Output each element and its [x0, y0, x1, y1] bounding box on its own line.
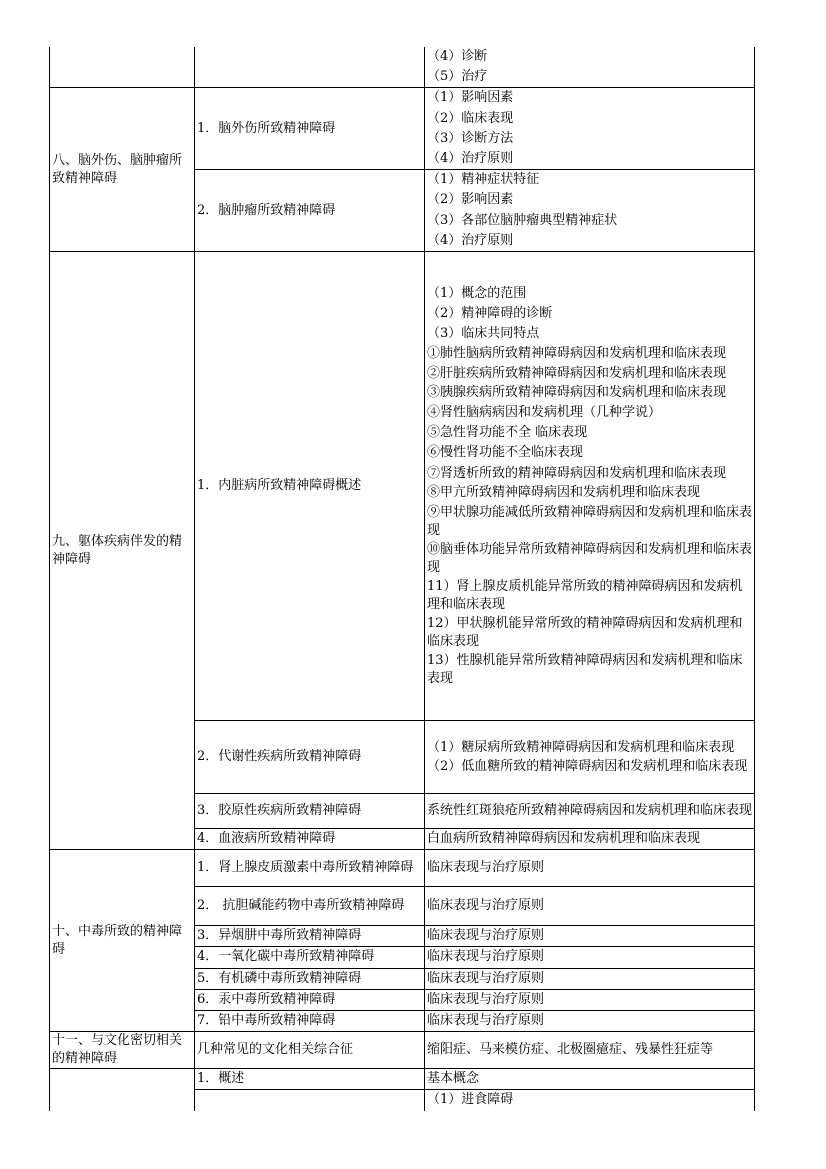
content-item: ⑨甲状腺功能减低所致精神障碍病因和发病机理和临床表现 — [427, 505, 753, 538]
topic-title: 几种常见的文化相关综合征 — [197, 1042, 354, 1058]
topic-title: 5．有机磷中毒所致精神障碍 — [197, 970, 362, 986]
topic-cell — [195, 170, 425, 252]
content-item: （5）治疗 — [427, 69, 488, 85]
section-cell — [50, 88, 195, 252]
topic-title: 1．肾上腺皮质激素中毒所致精神障碍 — [197, 860, 414, 876]
topic-cell — [195, 968, 425, 989]
table-row — [50, 88, 755, 170]
content-cell — [425, 721, 755, 794]
content-cell — [425, 170, 755, 252]
content-item: ⑩脑垂体功能异常所致精神障碍病因和发病机理和临床表现 — [427, 542, 753, 575]
topic-cell — [195, 1032, 425, 1069]
topic-cell — [195, 947, 425, 968]
topic-cell — [195, 47, 425, 88]
topic-title: 2． 抗胆碱能药物中毒所致精神障碍 — [197, 898, 405, 914]
topic-cell — [195, 1011, 425, 1032]
topic-cell — [195, 794, 425, 829]
topic-cell — [195, 252, 425, 721]
table-row — [50, 252, 755, 721]
section-title: 八、脑外伤、脑肿瘤所致精神障碍 — [52, 152, 183, 186]
content-item: （4）诊断 — [427, 49, 488, 64]
content-item: 临床表现与治疗原则 — [427, 949, 545, 965]
content-item: （3）各部位脑肿瘤典型精神症状 — [427, 212, 618, 228]
topic-title: 7．铅中毒所致精神障碍 — [197, 1013, 336, 1029]
table-row — [50, 1069, 755, 1090]
content-cell — [425, 794, 755, 829]
content-item: （1）进食障碍 — [427, 1092, 514, 1108]
content-item: 系统性红斑狼疮所致精神障碍病因和发病机理和临床表现 — [427, 803, 753, 819]
content-cell — [425, 887, 755, 926]
content-cell — [425, 1069, 755, 1090]
content-cell — [425, 850, 755, 887]
table-row — [50, 1032, 755, 1069]
topic-cell — [195, 721, 425, 794]
content-item: 13）性腺机能异常所致精神障碍病因和发病机理和临床表现 — [427, 653, 743, 686]
content-item: （1）糖尿病所致精神障碍病因和发病机理和临床表现 — [427, 739, 735, 755]
section-title: 十一、与文化密切相关的精神障碍 — [52, 1033, 183, 1067]
section-cell — [50, 47, 195, 88]
topic-cell — [195, 850, 425, 887]
topic-cell — [195, 926, 425, 947]
section-cell — [50, 252, 195, 850]
content-item: ④肾性脑病病因和发病机理（几种学说） — [427, 404, 662, 420]
section-cell — [50, 1032, 195, 1069]
content-item: ③胰腺疾病所致精神障碍病因和发病机理和临床表现 — [427, 385, 727, 401]
content-item: 临床表现与治疗原则 — [427, 898, 545, 914]
topic-cell — [195, 989, 425, 1010]
topic-title: 1．概述 — [197, 1071, 245, 1087]
content-item: ②肝脏疾病所致精神障碍病因和发病机理和临床表现 — [427, 365, 727, 381]
content-item: 临床表现与治疗原则 — [427, 860, 545, 876]
topic-title: 4．血液病所致精神障碍 — [197, 831, 336, 847]
table-row — [50, 850, 755, 887]
content-item: ⑥慢性肾功能不全临床表现 — [427, 445, 584, 461]
content-cell — [425, 989, 755, 1010]
content-item: 临床表现与治疗原则 — [427, 1013, 545, 1029]
topic-title: 2．代谢性疾病所致精神障碍 — [197, 748, 362, 764]
content-item: ⑧甲亢所致精神障碍病因和发病机理和临床表现 — [427, 485, 701, 501]
topic-title: 6．汞中毒所致精神障碍 — [197, 991, 336, 1007]
topic-cell — [195, 887, 425, 926]
content-item: （1）精神症状特征 — [427, 172, 540, 188]
content-item: 临床表现与治疗原则 — [427, 970, 545, 986]
content-item: （2）影响因素 — [427, 192, 514, 208]
content-cell — [425, 1090, 755, 1111]
content-item: 11）肾上腺皮质机能异常所致的精神障碍病因和发病机理和临床表现 — [427, 579, 743, 612]
topic-title: 1．内脏病所致精神障碍概述 — [197, 477, 362, 493]
topic-title: 4．一氧化碳中毒所致精神障碍 — [197, 949, 375, 965]
content-item: 12）甲状腺机能异常所致的精神障碍病因和发病机理和临床表现 — [427, 616, 743, 649]
section-title: 十、中毒所致的精神障碍 — [52, 923, 183, 957]
section-title: 九、躯体疾病伴发的精神障碍 — [52, 533, 183, 567]
content-item: （4）治疗原则 — [427, 151, 514, 167]
section-cell — [50, 850, 195, 1032]
topic-title: 3．异烟肼中毒所致精神障碍 — [197, 928, 362, 944]
content-item: 基本概念 — [427, 1071, 480, 1087]
content-cell — [425, 926, 755, 947]
table-row — [50, 47, 755, 88]
topic-cell — [195, 829, 425, 850]
content-item: （1）影响因素 — [427, 90, 514, 106]
content-cell — [425, 47, 755, 88]
content-item: 缩阳症、马来模仿症、北极圈癔症、残暴性狂症等 — [427, 1042, 714, 1058]
content-cell — [425, 829, 755, 850]
section-cell — [50, 1069, 195, 1111]
content-item: （4）治疗原则 — [427, 232, 514, 248]
content-cell — [425, 968, 755, 989]
content-item: ⑦肾透析所致的精神障碍病因和发病机理和临床表现 — [427, 465, 727, 481]
content-item: （2）精神障碍的诊断 — [427, 306, 553, 322]
content-cell — [425, 1032, 755, 1069]
topic-title: 3．胶原性疾病所致精神障碍 — [197, 802, 362, 818]
content-item: （2）临床表现 — [427, 110, 514, 126]
syllabus-table — [49, 47, 755, 1111]
content-item: ①肺性脑病所致精神障碍病因和发病机理和临床表现 — [427, 346, 727, 362]
topic-cell — [195, 88, 425, 170]
content-item: （1）概念的范围 — [427, 285, 527, 301]
topic-title: 2．脑肿瘤所致精神障碍 — [197, 202, 336, 218]
content-item: （3）诊断方法 — [427, 130, 514, 146]
content-cell — [425, 1011, 755, 1032]
topic-title: 1．脑外伤所致精神障碍 — [197, 120, 336, 136]
content-cell — [425, 88, 755, 170]
content-item: 临床表现与治疗原则 — [427, 928, 545, 944]
content-item: ⑤急性肾功能不全 临床表现 — [427, 425, 588, 441]
content-item: 临床表现与治疗原则 — [427, 991, 545, 1007]
content-item: （3）临床共同特点 — [427, 326, 540, 342]
content-item: 白血病所致精神障碍病因和发病机理和临床表现 — [427, 831, 701, 847]
topic-cell — [195, 1069, 425, 1090]
content-cell — [425, 947, 755, 968]
topic-cell — [195, 1090, 425, 1111]
content-item: （2）低血糖所致的精神障碍病因和发病机理和临床表现 — [427, 759, 748, 775]
content-cell — [425, 252, 755, 721]
